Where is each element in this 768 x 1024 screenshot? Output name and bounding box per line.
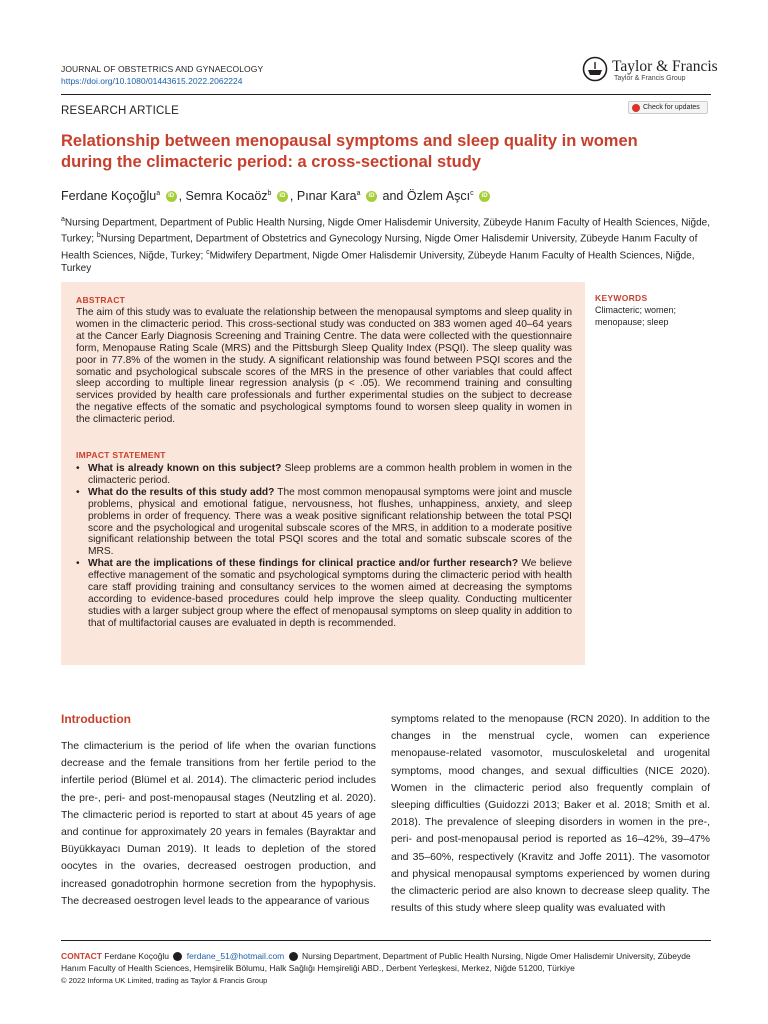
- orcid-icon[interactable]: iD: [479, 191, 490, 202]
- copyright: © 2022 Informa UK Limited, trading as Taylor & Francis Group: [61, 976, 268, 985]
- address-icon: [289, 952, 298, 961]
- publisher-logo-icon: [582, 56, 608, 82]
- body-column-left: The climacterium is the period of life when the ovarian functions decrease and the female transitions from her fertile period to the infertile period (Blümel et al. 2014). The climacteric period includes the pre-, peri- and post-menopausal stages (Neutzling et al. 2020). The climacteric period is reported to start at about 45 years of age and continue for approximately 20 years in females (Bayraktar and Büyükkayacı Duman 2019). It leads to depletion of the stored oocytes in the ovaries, decreased oestrogen production, and increased gonadotrophin hormone secretion from the hypophysis. The decreased oestrogen level leads to the appearance of various: [61, 740, 376, 907]
- abstract-text: The aim of this study was to evaluate the relationship between the menopausal symptoms and sleep quality in women in the climacteric period. This cross-sectional study was conducted on 383 women aged 40–64 years at the Cancer Early Diagnosis Screening and Training Centre. The data were collected with the questionnaire form, Menopause Rating Scale (MRS) and the Pittsburgh Sleep Quality Index (PSQI). The sleep quality was poor in 77.8% of the women in the study. A significant relationship was found between PSQI scores and the somatic and psychological subscale scores of the MRS in the presence of other variables that could affect sleep according to multiple linear regression analysis (p < .05). We recommend training and consulting services provided by health care professionals and further experimental studies on the subject to decrease the negative effects of the somatic and psychological symptoms found to worsen sleep quality in women in the climacteric period.: [76, 307, 572, 426]
- orcid-icon[interactable]: iD: [366, 191, 377, 202]
- author[interactable]: Pınar Kara$^a$: [296, 189, 361, 203]
- orcid-icon[interactable]: iD: [166, 191, 177, 202]
- introduction-heading: Introduction: [61, 712, 131, 726]
- keywords-text: Climacteric; women; menopause; sleep: [595, 305, 677, 327]
- keywords-heading: KEYWORDS: [595, 293, 648, 303]
- journal-name: JOURNAL OF OBSTETRICS AND GYNAECOLOGY: [61, 64, 264, 74]
- publisher-name: Taylor & Francis: [612, 58, 718, 75]
- author-list: Ferdane Koçoğlu$^a$ iD , Semra Kocaöz$^b$ iD , Pınar Kara$^a$ iD and Özlem Aşcı$^c$ iD: [61, 189, 492, 203]
- doi-link[interactable]: https://doi.org/10.1080/01443615.2022.2062224: [61, 76, 243, 86]
- author[interactable]: Semra Kocaöz$^b$: [185, 189, 272, 203]
- abstract-heading: ABSTRACT: [76, 295, 126, 305]
- email-link[interactable]: ferdane_51@hotmail.com: [186, 951, 285, 961]
- impact-heading: IMPACT STATEMENT: [76, 450, 166, 460]
- impact-item: • What are the implications of these findings for clinical practice and/or further research? We believe effective management of the somatic and psychological symptoms during the climacteric period with health care staff providing training and consultancy services to the women aimed at decreasing the symptoms according to evidence-based procedures could help improve the sleep quality. Conducting multicenter studies with a larger subject group where the effect of menopausal symptoms on sleep quality in addition to that of multifactorial causes are evaluated in depth is recommended.: [76, 558, 572, 629]
- impact-item: • What do the results of this study add? The most common menopausal symptoms were joint and muscle problems, physical and emotional fatigue, nervousness, hot flushes, unhappiness, anxiety, and sleep problems in order of frequency. There was a weak positive significant relationship between the total PSQI score and the psychological and urogenital subscale scores of the MRS, in addition to a moderate positive significant relationship between the total PSQI scores and the total and somatic subscale scores of the MRS.: [76, 487, 572, 558]
- article-type: RESEARCH ARTICLE: [61, 105, 180, 117]
- email-icon: [173, 952, 182, 961]
- check-updates-button[interactable]: [628, 101, 708, 114]
- impact-item: • What is already known on this subject? Sleep problems are a common health problem in women in the climacteric period.: [76, 463, 572, 487]
- body-column-right: symptoms related to the menopause (RCN 2020). In addition to the changes in the menstrual cycle, women can experience menopause-related vasomotor, musculoskeletal and urogenital symptoms, mood changes, and sexual difficulties (NICE 2020). Women in the climacteric period also frequently complain of sleeping difficulties (Guidozzi 2013; Baker et al. 2018; Smith et al. 2018). The prevalence of sleeping disorders in women in the pre-, peri- and post-menopausal period is reported as 16–42%, 39–47% and 35–60%, respectively (Kravitz and Joffe 2011). The vasomotor and physical menopausal symptoms experienced by women during the climacteric period are also known to decrease sleep quality. The results of this study where sleep quality was evaluated with: [391, 713, 710, 915]
- author[interactable]: Özlem Aşcı$^c$: [406, 189, 474, 203]
- publisher-group: Taylor & Francis Group: [614, 75, 686, 82]
- crossmark-icon: [632, 104, 640, 112]
- orcid-icon[interactable]: iD: [277, 191, 288, 202]
- check-updates-label: Check for updates: [643, 104, 700, 111]
- author[interactable]: Ferdane Koçoğlu$^a$: [61, 189, 161, 203]
- footer-rule: [61, 940, 711, 941]
- header-rule: [61, 94, 711, 95]
- article-title: Relationship between menopausal symptoms and sleep quality in women during the climacteric period: a cross-sectional study: [61, 132, 638, 171]
- impact-list: [76, 463, 572, 630]
- contact-info: CONTACT Ferdane Koçoğlu ferdane_51@hotmail.com Nursing Department, Department of Public Health Nursing, Nigde Omer Halisdemir University, Zübeyde Hanım Faculty of Health Sciences, Hemşirelik Bölumu, Halk Sağlığı Hemşireliği ABD., Derbent Yerleşkesi, Merkez, Niğde 51200, Türkiye: [61, 951, 691, 973]
- affiliations: $^a$Nursing Department, Department of Public Health Nursing, Nigde Omer Halisdemir University, Zübeyde Hanım Faculty of Health Sciences, Niğde, Turkey; $^b$Nursing Department, Department of Obstetrics and Gynecology Nursing, Nigde Omer Halisdemir University, Zübeyde Hanım Faculty of Health Sciences, Niğde, Turkey; $^c$Midwifery Department, Nigde Omer Halisdemir University, Zübeyde Hanım Faculty of Health Sciences, Niğde, Turkey: [61, 216, 710, 274]
